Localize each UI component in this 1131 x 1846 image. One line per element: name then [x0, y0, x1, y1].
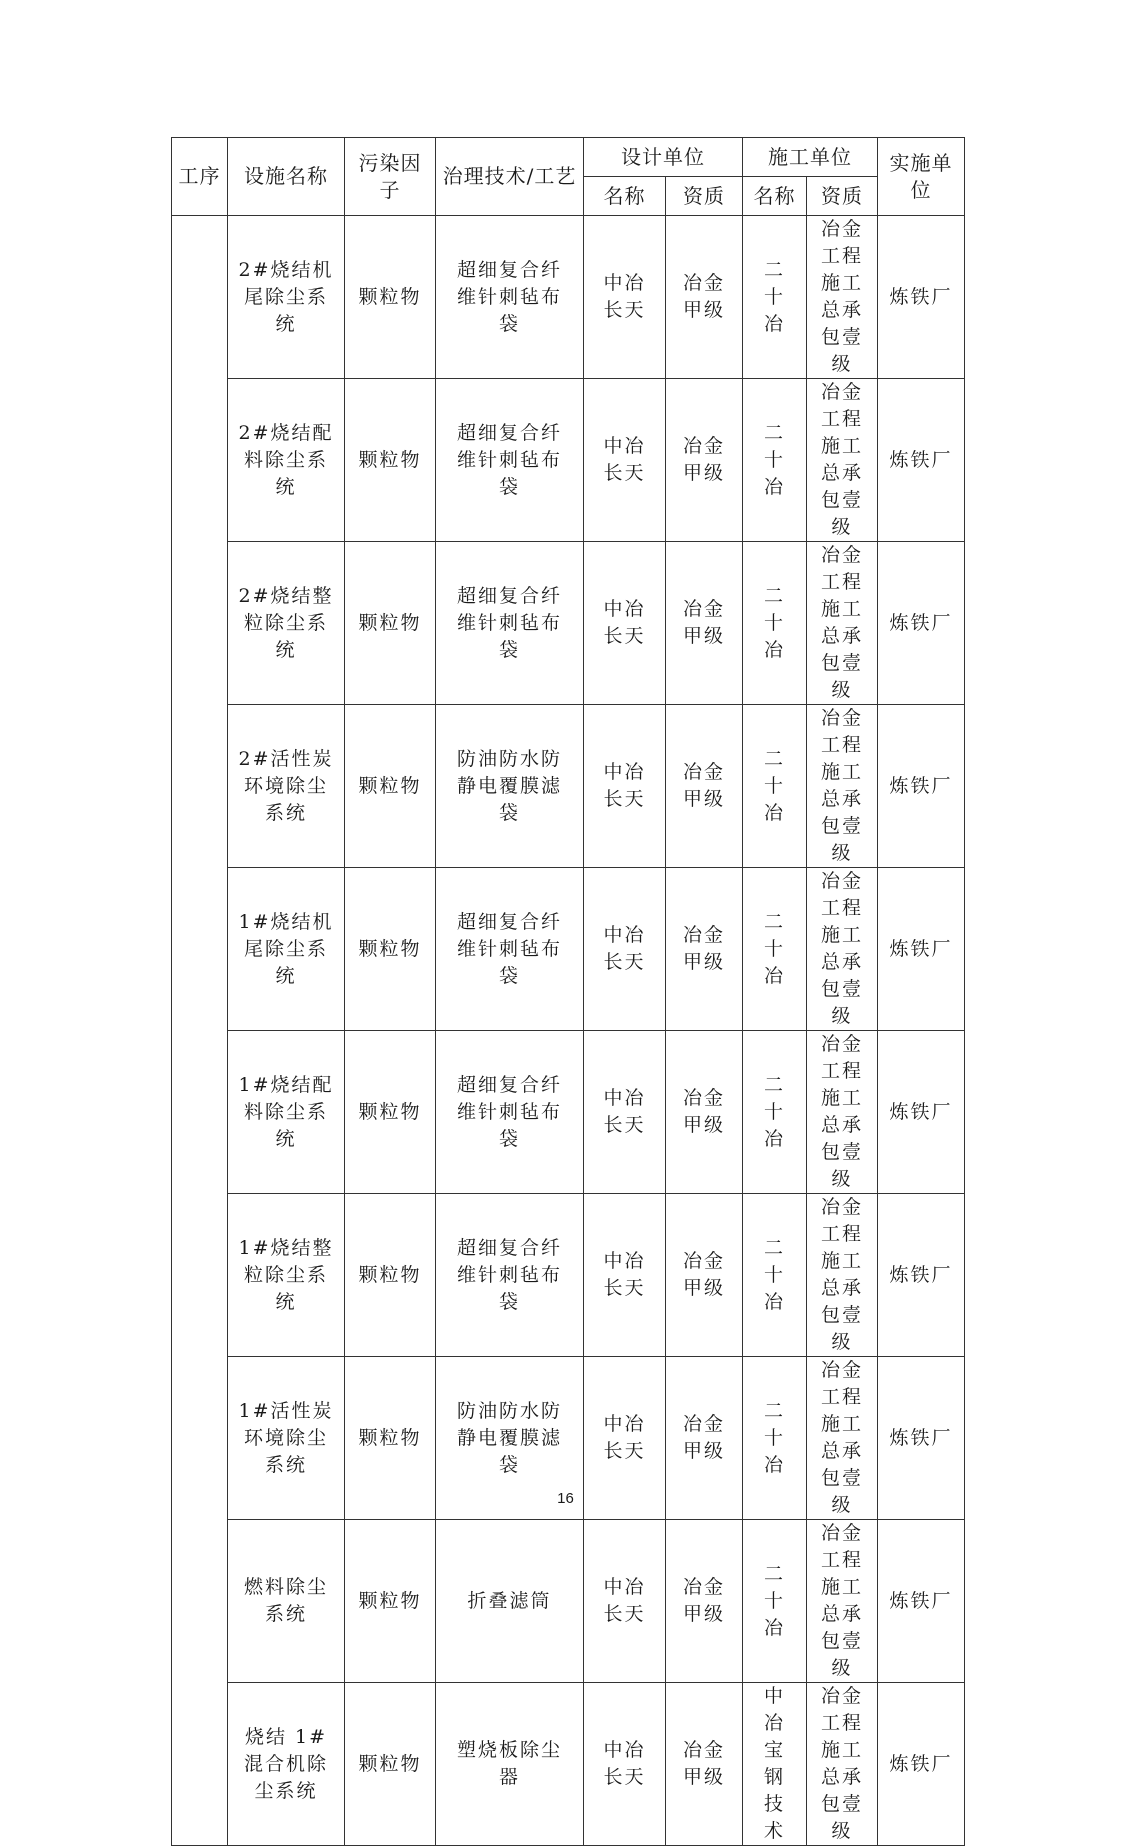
construction-qualification-cell: 冶金工程施工总承包壹级: [807, 216, 878, 379]
design-name-cell: 中冶长天: [584, 705, 666, 868]
implementer-cell: 炼铁厂: [878, 1031, 965, 1194]
design-qualification-cell: 冶金甲级: [666, 379, 743, 542]
design-name-cell: 中冶长天: [584, 868, 666, 1031]
design-name-cell: 中冶长天: [584, 1683, 666, 1846]
implementer-cell: 炼铁厂: [878, 379, 965, 542]
table-row: [172, 216, 965, 379]
technology-cell: 防油防水防静电覆膜滤袋: [436, 705, 584, 868]
construction-qualification-cell: 冶金工程施工总承包壹级: [807, 705, 878, 868]
technology-cell: 折叠滤筒: [436, 1520, 584, 1683]
technology-cell: 防油防水防静电覆膜滤袋: [436, 1357, 584, 1520]
construction-qualification-cell: 冶金工程施工总承包壹级: [807, 1357, 878, 1520]
table-row: [172, 868, 965, 1031]
facility-name-cell: 2#烧结整粒除尘系统: [228, 542, 345, 705]
header-process: 工序: [172, 138, 228, 216]
implementer-cell: 炼铁厂: [878, 216, 965, 379]
design-name-cell: 中冶长天: [584, 1031, 666, 1194]
construction-name-cell: 二十冶: [743, 1194, 807, 1357]
design-name-cell: 中冶长天: [584, 216, 666, 379]
implementer-cell: 炼铁厂: [878, 542, 965, 705]
design-name-cell: 中冶长天: [584, 1357, 666, 1520]
design-qualification-cell: 冶金甲级: [666, 542, 743, 705]
pollutant-cell: 颗粒物: [345, 1194, 436, 1357]
pollutant-cell: 颗粒物: [345, 868, 436, 1031]
construction-qualification-cell: 冶金工程施工总承包壹级: [807, 379, 878, 542]
facility-name-cell: 2#烧结配料除尘系统: [228, 379, 345, 542]
technology-cell: 超细复合纤维针刺毡布袋: [436, 1194, 584, 1357]
header-construction-name: 名称: [743, 177, 807, 216]
table-row: [172, 1683, 965, 1846]
facility-table: [171, 137, 965, 1846]
pollutant-cell: 颗粒物: [345, 216, 436, 379]
construction-name-cell: 二十冶: [743, 705, 807, 868]
table-row: [172, 1031, 965, 1194]
technology-cell: 超细复合纤维针刺毡布袋: [436, 216, 584, 379]
pollutant-cell: 颗粒物: [345, 1357, 436, 1520]
header-construction-unit: 施工单位: [743, 138, 878, 177]
construction-name-cell: 二十冶: [743, 216, 807, 379]
facility-name-cell: 1#烧结整粒除尘系统: [228, 1194, 345, 1357]
header-design-qualification: 资质: [666, 177, 743, 216]
design-qualification-cell: 冶金甲级: [666, 1194, 743, 1357]
construction-name-cell: 二十冶: [743, 542, 807, 705]
design-name-cell: 中冶长天: [584, 1194, 666, 1357]
construction-qualification-cell: 冶金工程施工总承包壹级: [807, 542, 878, 705]
construction-qualification-cell: 冶金工程施工总承包壹级: [807, 1031, 878, 1194]
header-pollutant: 污染因子: [345, 138, 436, 216]
facility-name-cell: 1#烧结配料除尘系统: [228, 1031, 345, 1194]
table-body: [172, 216, 965, 1846]
pollutant-cell: 颗粒物: [345, 542, 436, 705]
technology-cell: 超细复合纤维针刺毡布袋: [436, 379, 584, 542]
pollutant-cell: 颗粒物: [345, 1520, 436, 1683]
design-qualification-cell: 冶金甲级: [666, 1357, 743, 1520]
implementer-cell: 炼铁厂: [878, 1520, 965, 1683]
construction-name-cell: 二十冶: [743, 1031, 807, 1194]
header-facility-name: 设施名称: [228, 138, 345, 216]
header-technology: 治理技术/工艺: [436, 138, 584, 216]
construction-name-cell: 二十冶: [743, 868, 807, 1031]
construction-name-cell: 二十冶: [743, 379, 807, 542]
implementer-cell: 炼铁厂: [878, 1357, 965, 1520]
implementer-cell: 炼铁厂: [878, 1683, 965, 1846]
table-row: [172, 542, 965, 705]
pollutant-cell: 颗粒物: [345, 1031, 436, 1194]
header-row-top: [172, 138, 965, 177]
table-row: [172, 1194, 965, 1357]
table-row: [172, 1520, 965, 1683]
facility-name-cell: 1#烧结机尾除尘系统: [228, 868, 345, 1031]
design-qualification-cell: 冶金甲级: [666, 868, 743, 1031]
design-qualification-cell: 冶金甲级: [666, 1520, 743, 1683]
construction-name-cell: 中冶宝钢技术: [743, 1683, 807, 1846]
design-qualification-cell: 冶金甲级: [666, 1031, 743, 1194]
design-name-cell: 中冶长天: [584, 379, 666, 542]
pollutant-cell: 颗粒物: [345, 705, 436, 868]
header-design-unit: 设计单位: [584, 138, 743, 177]
design-qualification-cell: 冶金甲级: [666, 216, 743, 379]
table-row: [172, 379, 965, 542]
facility-name-cell: 1#活性炭环境除尘系统: [228, 1357, 345, 1520]
implementer-cell: 炼铁厂: [878, 705, 965, 868]
design-qualification-cell: 冶金甲级: [666, 705, 743, 868]
technology-cell: 超细复合纤维针刺毡布袋: [436, 1031, 584, 1194]
implementer-cell: 炼铁厂: [878, 1194, 965, 1357]
facility-name-cell: 2#烧结机尾除尘系统: [228, 216, 345, 379]
technology-cell: 超细复合纤维针刺毡布袋: [436, 542, 584, 705]
construction-name-cell: 二十冶: [743, 1357, 807, 1520]
header-design-name: 名称: [584, 177, 666, 216]
pollutant-cell: 颗粒物: [345, 1683, 436, 1846]
construction-name-cell: 二十冶: [743, 1520, 807, 1683]
construction-qualification-cell: 冶金工程施工总承包壹级: [807, 1683, 878, 1846]
facility-name-cell: 2#活性炭环境除尘系统: [228, 705, 345, 868]
pollutant-cell: 颗粒物: [345, 379, 436, 542]
header-implementer: 实施单位: [878, 138, 965, 216]
facility-name-cell: 烧结 1#混合机除尘系统: [228, 1683, 345, 1846]
construction-qualification-cell: 冶金工程施工总承包壹级: [807, 868, 878, 1031]
header-construction-qualification: 资质: [807, 177, 878, 216]
design-qualification-cell: 冶金甲级: [666, 1683, 743, 1846]
technology-cell: 塑烧板除尘器: [436, 1683, 584, 1846]
facility-name-cell: 燃料除尘系统: [228, 1520, 345, 1683]
implementer-cell: 炼铁厂: [878, 868, 965, 1031]
design-name-cell: 中冶长天: [584, 1520, 666, 1683]
technology-cell: 超细复合纤维针刺毡布袋: [436, 868, 584, 1031]
table-row: [172, 705, 965, 868]
page-number: 16: [557, 1490, 574, 1507]
process-cell: [172, 216, 228, 1846]
design-name-cell: 中冶长天: [584, 542, 666, 705]
construction-qualification-cell: 冶金工程施工总承包壹级: [807, 1520, 878, 1683]
construction-qualification-cell: 冶金工程施工总承包壹级: [807, 1194, 878, 1357]
